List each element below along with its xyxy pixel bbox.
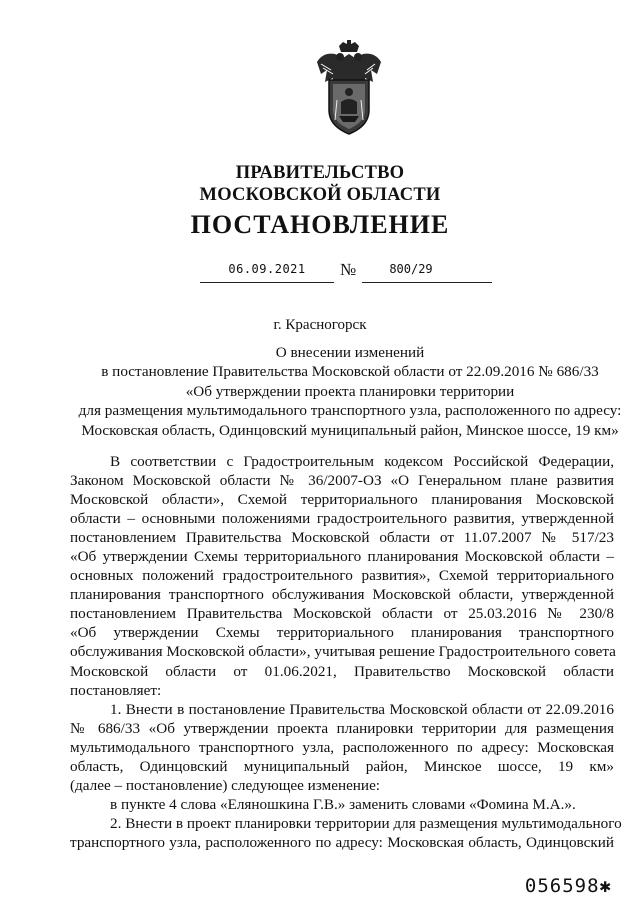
document-type-title: ПОСТАНОВЛЕНИЕ	[190, 210, 450, 239]
body-line: постановляет:	[70, 681, 162, 699]
body-line: область, Одинцовский муниципальный район, Минское шоссе, 19 км»	[70, 757, 614, 775]
body-line: Московской области от 01.06.2021, Правительство Московской области	[70, 662, 614, 680]
government-heading-line2: МОСКОВСКОЙ ОБЛАСТИ	[199, 185, 441, 205]
city-name: г. Красногорск	[273, 317, 367, 333]
body-line: основных положений градостроительного развития», Схемой территориального	[70, 567, 614, 585]
decree-body	[70, 452, 622, 852]
decree-date: 06.09.2021	[228, 262, 306, 276]
body-line: Законом Московской области № 36/2007-ОЗ «О Генеральном плане развития	[70, 472, 614, 490]
body-line: «Об утверждении Схемы территориального планирования транспортного	[70, 624, 614, 642]
serial-number-digits: 056598	[524, 875, 600, 897]
decree-number: 800/29	[389, 262, 433, 276]
body-line: 2. Внести в проект планировки территории для размещения мультимодального	[110, 814, 622, 832]
body-line: (далее – постановление) следующее изменение:	[70, 776, 381, 794]
registration-line	[0, 262, 640, 288]
coat-of-arms-icon	[313, 40, 385, 136]
title-line: Московская область, Одинцовский муниципальный район, Минское шоссе, 19 км»	[81, 421, 619, 439]
body-line: планирования транспортного обслуживания Московской области, утвержденной	[70, 586, 614, 604]
asterisk-icon: ✱	[599, 875, 612, 897]
title-line: в постановление Правительства Московской области от 22.09.2016 № 686/33	[101, 363, 599, 381]
body-line: «Об утверждении Схемы территориального планирования Московской области –	[70, 548, 614, 566]
number-underline	[362, 282, 492, 283]
body-line: постановлением Правительства Московской области от 25.03.2016 № 230/8	[70, 605, 614, 623]
body-line: области – основными положениями градостроительного развития, утвержденной	[70, 510, 614, 528]
government-heading	[0, 162, 640, 206]
body-line: транспортного узла, расположенного по адресу: Московская область, Одинцовский	[70, 833, 614, 851]
body-line: обслуживания Московской области», учитывая решение Градостроительного совета	[70, 643, 616, 661]
number-sign: №	[340, 260, 357, 279]
body-line: постановлением Правительства Московской области от 11.07.2007 № 517/23	[70, 529, 614, 547]
title-line: «Об утверждении проекта планировки территории	[185, 382, 515, 400]
decree-title	[60, 343, 640, 440]
body-line: В соответствии с Градостроительным кодексом Российской Федерации,	[110, 453, 614, 470]
body-line: 1. Внести в постановление Правительства Московской области от 22.09.2016	[110, 700, 614, 718]
body-line: мультимодального транспортного узла, расположенного по адресу: Московская	[70, 738, 614, 756]
serial-number	[525, 875, 612, 897]
date-underline	[200, 282, 334, 283]
title-line: для размещения мультимодального транспортного узла, расположенного по адресу:	[78, 402, 622, 420]
body-line: Московской области», Схемой территориального планирования Московской	[70, 491, 614, 509]
government-heading-line1: ПРАВИТЕЛЬСТВО	[235, 163, 405, 183]
title-line: О внесении изменений	[275, 344, 425, 361]
body-line: № 686/33 «Об утверждении проекта планировки территории для размещения	[70, 719, 614, 737]
body-line: в пункте 4 слова «Еляношкина Г.В.» заменить словами «Фомина М.А.».	[110, 795, 576, 813]
